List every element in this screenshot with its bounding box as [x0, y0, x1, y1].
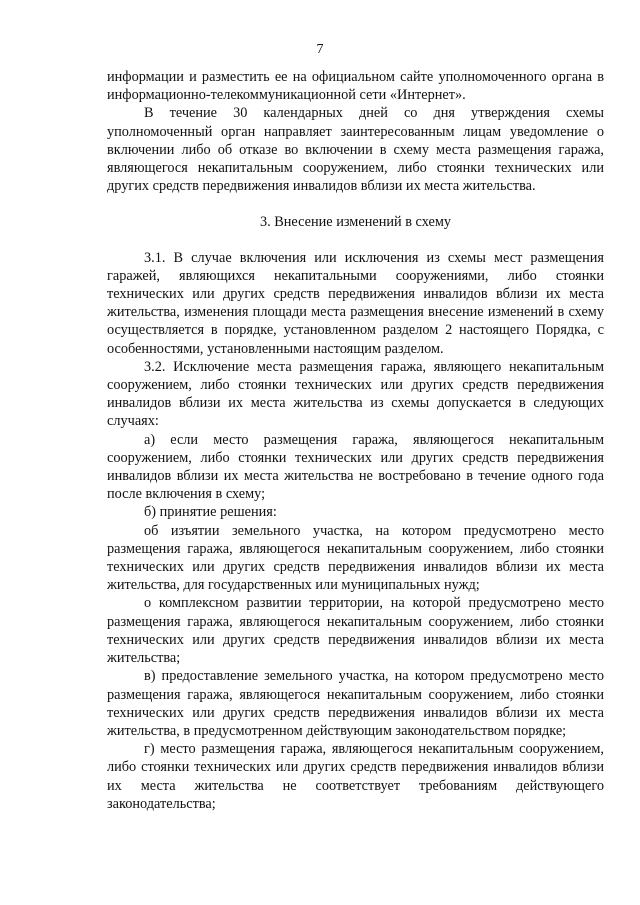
- paragraph-3-1: 3.1. В случае включения или исключения из схемы мест размещения гаражей, являющихся некапитальными сооружениями, либо стоянки технических или других средств передвижения инвалидов вблизи их места жительства, изменения площади места размещения внесение изменений в схему осуществляется в порядке, установленном разделом 2 настоящего Порядка, с особенностями, установленными настоящим разделом.: [107, 249, 604, 357]
- paragraph-item-a: а) если место размещения гаража, являющегося некапитальным сооружением, либо стоянки технических или других средств передвижения инвалидов вблизи их места жительства не востребовано в течение одного года после включения в схему;: [107, 431, 604, 503]
- paragraph-item-v: в) предоставление земельного участка, на котором предусмотрено место размещения гаража, являющегося некапитальным сооружением, либо стоянки технических или других средств передвижения инвалидов вблизи их места жительства, в предусмотренном действующим законодательством порядке;: [107, 668, 604, 739]
- paragraph-item-g: г) место размещения гаража, являющегося некапитальным сооружением, либо стоянки технических или других средств передвижения инвалидов вблизи их места жительства не соответствует требованиям действующего законодательства;: [107, 741, 604, 812]
- section-heading: 3. Внесение изменений в схему: [259, 214, 452, 231]
- paragraph-item-b-development: о комплексном развитии территории, на которой предусмотрено место размещения гаража, являющегося некапитальным сооружением, либо стоянки технических или других средств передвижения инвалидов вблизи их места жительства;: [107, 595, 604, 667]
- document-body: [107, 68, 604, 813]
- paragraph-3-2: 3.2. Исключение места размещения гаража, являющего некапитальным сооружением, либо стоянки технических или других средств передвижения инвалидов вблизи их места жительства из схемы допускается в следующих случаях:: [107, 358, 604, 430]
- page-number: 7: [316, 42, 324, 57]
- paragraph-item-b-seizure: об изъятии земельного участка, на котором предусмотрено место размещения гаража, являющегося некапитальным сооружением, либо стоянки технических или других средств передвижения инвалидов вблизи их места жительства, для государственных или муниципальных нужд;: [107, 522, 604, 594]
- paragraph-item-b: б) принятие решения:: [144, 504, 277, 521]
- paragraph-notification: В течение 30 календарных дней со дня утверждения схемы уполномоченный орган направляет заинтересованным лицам уведомление о включении либо об отказе во включении в схему места размещения гаража, являющегося некапитальным сооружением, либо стоянки технических или других средств передвижения инвалидов вблизи их места жительства.: [107, 105, 604, 195]
- paragraph-continuation: информации и разместить ее на официальном сайте уполномоченного органа в информационно-телекоммуникационной сети «Интернет».: [107, 69, 604, 104]
